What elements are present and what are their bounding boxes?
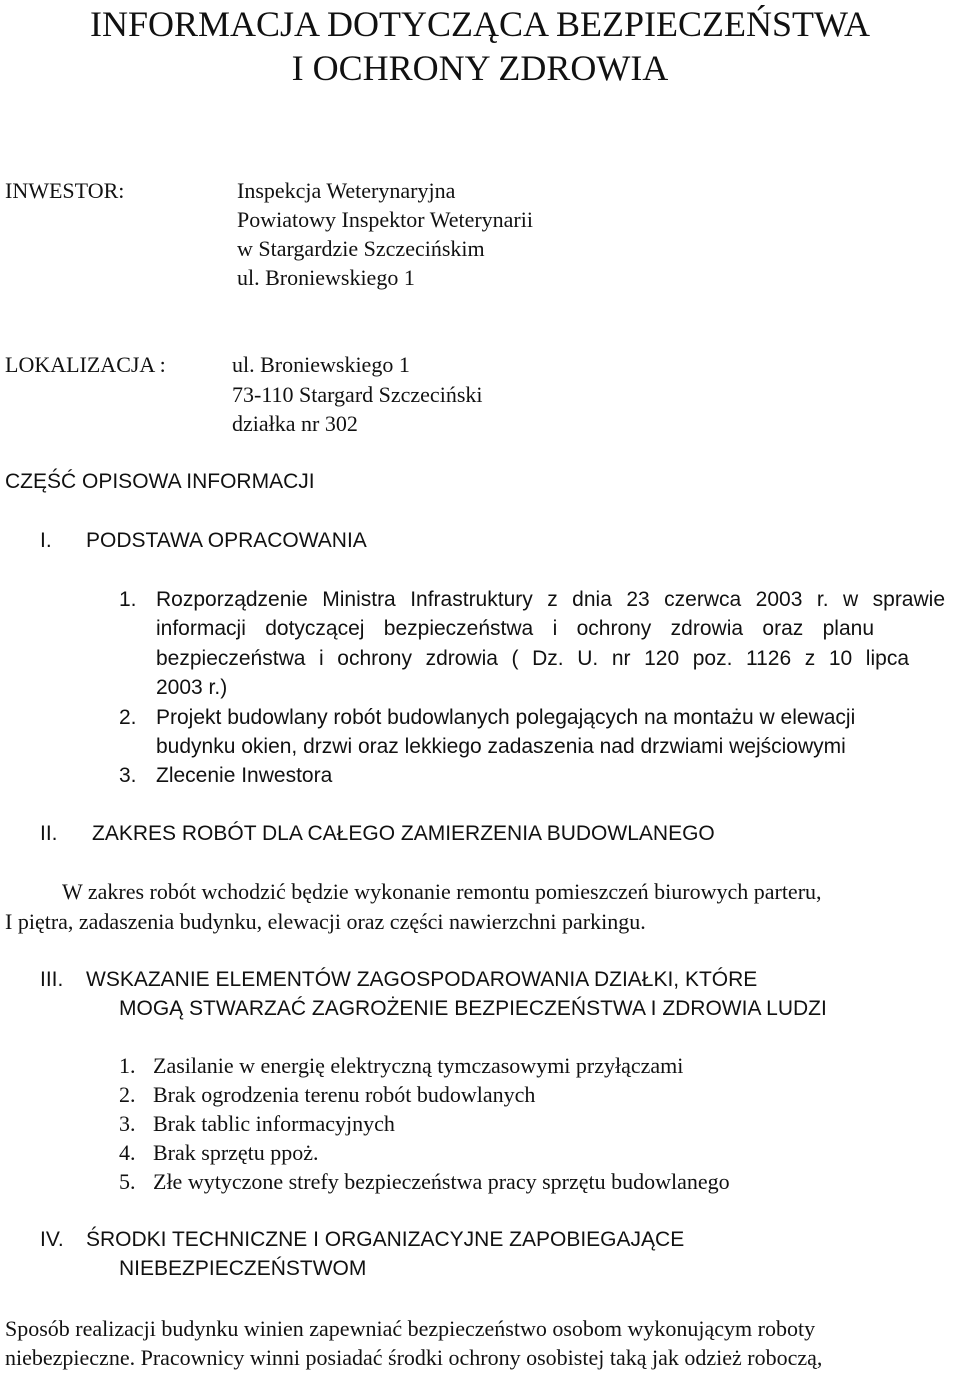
lokalizacja-label: LOKALIZACJA : [5, 352, 166, 377]
section-title: WSKAZANIE ELEMENTÓW ZAGOSPODAROWANIA DZIAŁKI, KTÓRE [86, 968, 758, 991]
part-heading: CZĘŚĆ OPISOWA INFORMACJI [5, 470, 315, 493]
list-item-number: 3. [119, 1111, 136, 1136]
list-item-text: Zasilanie w energię elektryczną tymczasowymi przyłączami [153, 1053, 684, 1078]
section-title: PODSTAWA OPRACOWANIA [86, 529, 367, 552]
section-title: ŚRODKI TECHNICZNE I ORGANIZACYJNE ZAPOBIEGAJĄCE [86, 1228, 685, 1251]
list-item-text: Brak sprzętu ppoż. [153, 1140, 319, 1165]
section-title: ZAKRES ROBÓT DLA CAŁEGO ZAMIERZENIA BUDOWLANEGO [92, 822, 715, 845]
section-number: II. [40, 822, 58, 845]
inwestor-line: ul. Broniewskiego 1 [237, 265, 415, 290]
list-item-line: informacji dotyczącej bezpieczeństwa i ochrony zdrowia oraz planu [156, 617, 874, 640]
paragraph-line: niebezpieczne. Pracownicy winni posiadać środki ochrony osobistej taką jak odzież roboczą, [5, 1345, 823, 1370]
section-title-continued: MOGĄ STWARZAĆ ZAGROŻENIE BEZPIECZEŃSTWA I ZDROWIA LUDZI [119, 997, 827, 1020]
list-item-line: bezpieczeństwa i ochrony zdrowia ( Dz. U. nr 120 poz. 1126 z 10 lipca [156, 647, 909, 670]
list-item-number: 3. [119, 764, 137, 787]
list-item-number: 1. [119, 588, 137, 611]
list-item-text: Brak tablic informacyjnych [153, 1111, 395, 1136]
section-number: IV. [40, 1228, 64, 1251]
list-item-text: Brak ogrodzenia terenu robót budowlanych [153, 1082, 536, 1107]
list-item-number: 1. [119, 1053, 136, 1078]
list-item-line: Rozporządzenie Ministra Infrastruktury z dnia 23 czerwca 2003 r. w sprawie [156, 588, 945, 611]
section-number: I. [40, 529, 52, 552]
paragraph-line: W zakres robót wchodzić będzie wykonanie remontu pomieszczeń biurowych parteru, [62, 879, 822, 904]
list-item-number: 5. [119, 1169, 136, 1194]
lokalizacja-line: działka nr 302 [232, 411, 358, 436]
list-item-number: 2. [119, 1082, 136, 1107]
list-item-line: Projekt budowlany robót budowlanych polegających na montażu w elewacji [156, 706, 856, 729]
paragraph-line: Sposób realizacji budynku winien zapewniać bezpieczeństwo osobom wykonującym roboty [5, 1316, 816, 1341]
list-item-number: 4. [119, 1140, 136, 1165]
document-title-line-1: INFORMACJA DOTYCZĄCA BEZPIECZEŃSTWA [89, 4, 871, 44]
section-title-continued: NIEBEZPIECZEŃSTWOM [119, 1257, 367, 1280]
list-item-line: 2003 r.) [156, 676, 228, 699]
inwestor-line: w Stargardzie Szczecińskim [237, 236, 485, 261]
list-item-text: Złe wytyczone strefy bezpieczeństwa pracy sprzętu budowlanego [153, 1169, 730, 1194]
inwestor-line: Powiatowy Inspektor Weterynarii [237, 207, 533, 232]
inwestor-label: INWESTOR: [5, 178, 125, 203]
list-item-line: budynku okien, drzwi oraz lekkiego zadaszenia nad drzwiami wejściowymi [156, 735, 846, 758]
inwestor-line: Inspekcja Weterynaryjna [237, 178, 456, 203]
list-item-number: 2. [119, 706, 137, 729]
section-number: III. [40, 968, 64, 991]
document-title-line-2: I OCHRONY ZDROWIA [291, 48, 669, 88]
lokalizacja-line: 73-110 Stargard Szczeciński [232, 382, 483, 407]
lokalizacja-line: ul. Broniewskiego 1 [232, 352, 410, 377]
paragraph-line: I piętra, zadaszenia budynku, elewacji oraz części nawierzchni parkingu. [5, 909, 646, 934]
list-item-line: Zlecenie Inwestora [156, 764, 333, 787]
